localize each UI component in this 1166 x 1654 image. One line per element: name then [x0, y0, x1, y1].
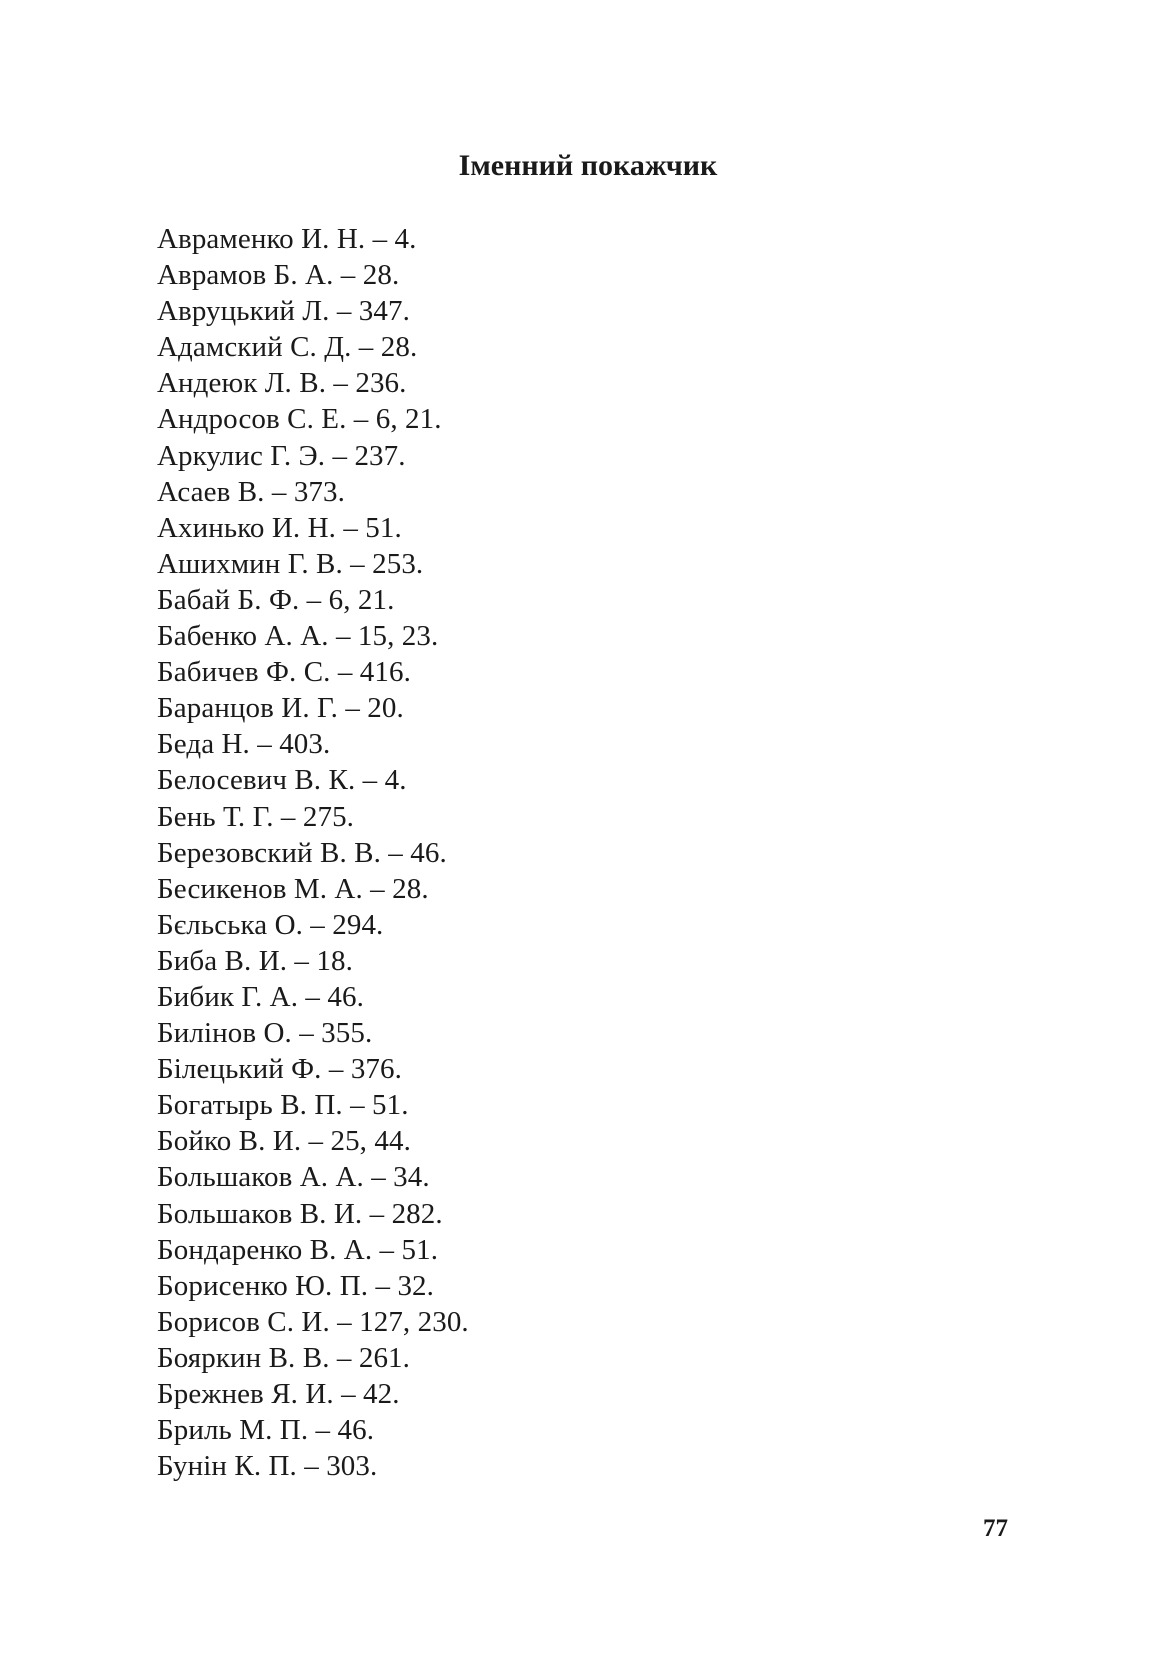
index-entry: Брежнев Я. И. – 42. [157, 1378, 400, 1410]
index-entry: Борисенко Ю. П. – 32. [157, 1269, 435, 1302]
index-entry: Бойко В. И. – 25, 44. [157, 1125, 411, 1158]
index-entry: Баранцов И. Г. – 20. [157, 692, 404, 725]
index-entry: Андеюк Л. В. – 236. [157, 367, 407, 400]
index-entry: Бабичев Ф. С. – 416. [157, 656, 411, 689]
index-entry: Адамский С. Д. – 28. [157, 331, 418, 364]
index-entry: Ахинько И. Н. – 51. [157, 511, 402, 544]
index-entry: Білецький Ф. – 376. [157, 1053, 402, 1086]
index-entry: Бунін К. П. – 303. [157, 1450, 378, 1483]
index-entry: Борисов С. И. – 127, 230. [157, 1305, 469, 1338]
index-entry: Бень Т. Г. – 275. [157, 800, 355, 833]
index-entry: Большаков А. А. – 34. [157, 1161, 430, 1194]
page-number: 77 [983, 1515, 1008, 1542]
index-entry: Авраменко И. Н. – 4. [157, 223, 417, 255]
index-entry: Асаев В. – 373. [157, 475, 345, 508]
index-entry: Аркулис Г. Э. – 237. [157, 439, 406, 472]
index-entry: Бєльська О. – 294. [157, 908, 384, 941]
index-entry: Бабенко А. А. – 15, 23. [157, 620, 439, 653]
index-entry: Бояркин В. В. – 261. [157, 1341, 411, 1374]
index-entry: Белосевич В. К. – 4. [157, 764, 407, 797]
index-entry: Биба В. И. – 18. [157, 944, 353, 977]
page-title: Іменний покажчик [458, 149, 718, 182]
index-entry: Большаков В. И. – 282. [157, 1197, 443, 1230]
index-entry: Беда Н. – 403. [157, 728, 331, 761]
index-entry: Билінов О. – 355. [157, 1017, 373, 1050]
index-entry: Ашихмин Г. В. – 253. [157, 547, 424, 580]
index-entry: Аврамов Б. А. – 28. [157, 259, 400, 292]
index-entry: Авруцький Л. – 347. [157, 295, 410, 328]
index-entry: Бесикенов М. А. – 28. [157, 872, 429, 905]
name-index-list [157, 221, 469, 1484]
index-entry: Бибик Г. А. – 46. [157, 980, 364, 1013]
index-entry: Березовский В. В. – 46. [157, 836, 447, 869]
index-entry: Бондаренко В. А. – 51. [157, 1233, 439, 1266]
index-entry: Бабай Б. Ф. – 6, 21. [157, 583, 395, 616]
index-entry: Бриль М. П. – 46. [157, 1414, 375, 1447]
index-entry: Богатырь В. П. – 51. [157, 1089, 409, 1122]
index-entry: Андросов С. Е. – 6, 21. [157, 403, 442, 436]
